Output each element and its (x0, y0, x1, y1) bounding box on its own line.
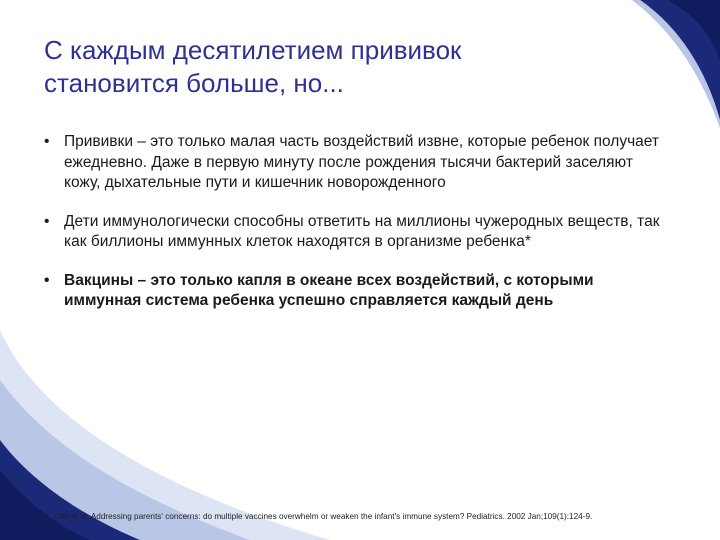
bullet-item (44, 132, 664, 194)
bullet-text: Дети иммунологически способны ответить на миллионы чужеродных веществ, так как биллионы иммунных клеток находятся в организме ребенка* (64, 212, 660, 250)
bullet-item (44, 212, 664, 253)
bullet-text: Прививки – это только малая часть воздействий извне, которые ребенок получает ежедневно. Даже в первую минуту после рождения тысячи бактерий заселяют кожу, дыхательные пути и кишечник новорожденного (64, 133, 660, 191)
bullet-marker: • (44, 133, 50, 150)
title-line-2: становится больше, но... (44, 68, 344, 98)
footnote: 4. Offit et al. Addressing parents' concerns: do multiple vaccines overwhelm or weaken the infant's immune system? Pediatrics. 2002 Jan;109(1):124-9. (45, 512, 593, 521)
slide-title (44, 34, 604, 100)
bullet-text: Вакцины – это только капля в океане всех воздействий, с которыми иммунная система ребенка успешно справляется каждый день (64, 271, 594, 309)
bullet-marker: • (44, 212, 50, 230)
bullet-list (44, 132, 664, 330)
title-line-1: С каждым десятилетием прививок (44, 35, 462, 65)
bullet-item (44, 271, 664, 312)
bullet-marker: • (44, 271, 50, 289)
